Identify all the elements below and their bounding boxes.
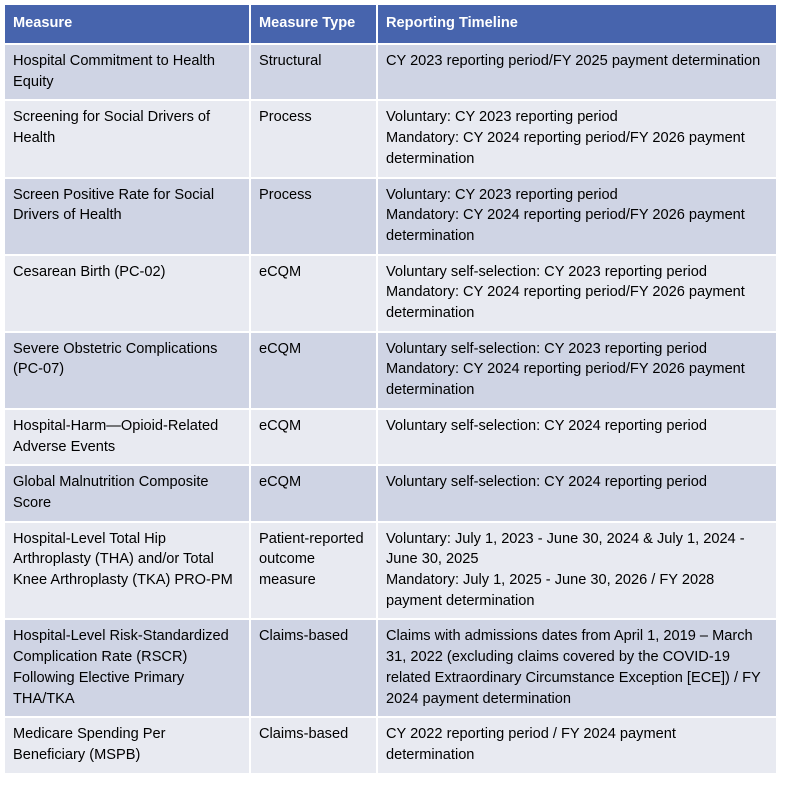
timeline-cell xyxy=(377,100,777,177)
timeline-line: Mandatory: July 1, 2025 - June 30, 2026 / FY 2028 payment determination xyxy=(386,572,715,609)
measure-type-cell: Claims-based xyxy=(250,619,377,717)
measure-cell: Cesarean Birth (PC-02) xyxy=(4,255,250,332)
timeline-cell xyxy=(377,44,777,100)
timeline-line: Voluntary: CY 2023 reporting period xyxy=(386,109,618,126)
header-reporting-timeline: Reporting Timeline xyxy=(377,4,777,44)
timeline-line: Mandatory: CY 2024 reporting period/FY 2026 payment determination xyxy=(386,361,745,399)
table-row xyxy=(4,44,777,100)
measure-type-cell: Patient-reported outcome measure xyxy=(250,522,377,620)
timeline-line: Voluntary self-selection: CY 2024 reporting period xyxy=(386,474,707,491)
timeline-line: Mandatory: CY 2024 reporting period/FY 2026 payment determination xyxy=(386,284,745,322)
measure-cell: Screen Positive Rate for Social Drivers of Health xyxy=(4,178,250,255)
measure-type-cell: Claims-based xyxy=(250,717,377,773)
timeline-cell xyxy=(377,332,777,409)
timeline-line: Claims with admissions dates from April 1, 2019 – March 31, 2022 (excluding claims covered by the COVID-19 related Extraordinary Circumstance Exception [ECE]) / FY 2024 payment determination xyxy=(386,628,761,707)
timeline-cell xyxy=(377,409,777,465)
timeline-line: Voluntary self-selection: CY 2023 reporting period xyxy=(386,340,707,357)
measure-type-cell: eCQM xyxy=(250,409,377,465)
timeline-line: Voluntary: July 1, 2023 - June 30, 2024 & July 1, 2024 - June 30, 2025 xyxy=(386,530,745,568)
timeline-cell xyxy=(377,522,777,620)
timeline-line: Mandatory: CY 2024 reporting period/FY 2026 payment determination xyxy=(386,130,745,167)
header-measure: Measure xyxy=(4,4,250,44)
measure-type-cell: eCQM xyxy=(250,465,377,521)
measure-cell: Screening for Social Drivers of Health xyxy=(4,100,250,177)
timeline-cell xyxy=(377,465,777,521)
timeline-cell xyxy=(377,178,777,255)
table-row xyxy=(4,619,777,717)
table-row xyxy=(4,178,777,255)
table-row xyxy=(4,717,777,773)
table-row xyxy=(4,409,777,465)
measure-cell: Hospital-Level Total Hip Arthroplasty (THA) and/or Total Knee Arthroplasty (TKA) PRO-PM xyxy=(4,522,250,620)
measure-type-cell: eCQM xyxy=(250,255,377,332)
table-row xyxy=(4,255,777,332)
measures-table xyxy=(3,3,778,775)
timeline-cell xyxy=(377,255,777,332)
table-row xyxy=(4,522,777,620)
header-measure-type: Measure Type xyxy=(250,4,377,44)
timeline-line: Voluntary self-selection: CY 2023 reporting period xyxy=(386,263,707,280)
table-row xyxy=(4,332,777,409)
measure-cell: Medicare Spending Per Beneficiary (MSPB) xyxy=(4,717,250,773)
timeline-line: Voluntary: CY 2023 reporting period xyxy=(386,186,618,203)
measure-cell: Hospital-Level Risk-Standardized Complication Rate (RSCR) Following Elective Primary THA/TKA xyxy=(4,619,250,717)
timeline-line: Mandatory: CY 2024 reporting period/FY 2026 payment determination xyxy=(386,207,745,244)
timeline-line: CY 2023 reporting period/FY 2025 payment determination xyxy=(386,53,761,69)
measure-type-cell: Process xyxy=(250,100,377,177)
timeline-line: Voluntary self-selection: CY 2024 reporting period xyxy=(386,417,707,434)
timeline-cell xyxy=(377,717,777,773)
table-row xyxy=(4,100,777,177)
timeline-cell xyxy=(377,619,777,717)
measure-cell: Severe Obstetric Complications (PC-07) xyxy=(4,332,250,409)
timeline-line: CY 2022 reporting period / FY 2024 payment determination xyxy=(386,726,676,763)
measure-cell: Hospital-Harm—Opioid-Related Adverse Events xyxy=(4,409,250,465)
measure-type-cell: Process xyxy=(250,178,377,255)
measure-type-cell: eCQM xyxy=(250,332,377,409)
measure-cell: Hospital Commitment to Health Equity xyxy=(4,44,250,100)
measure-cell: Global Malnutrition Composite Score xyxy=(4,465,250,521)
table-row xyxy=(4,465,777,521)
header-row xyxy=(4,4,777,44)
measure-type-cell: Structural xyxy=(250,44,377,100)
